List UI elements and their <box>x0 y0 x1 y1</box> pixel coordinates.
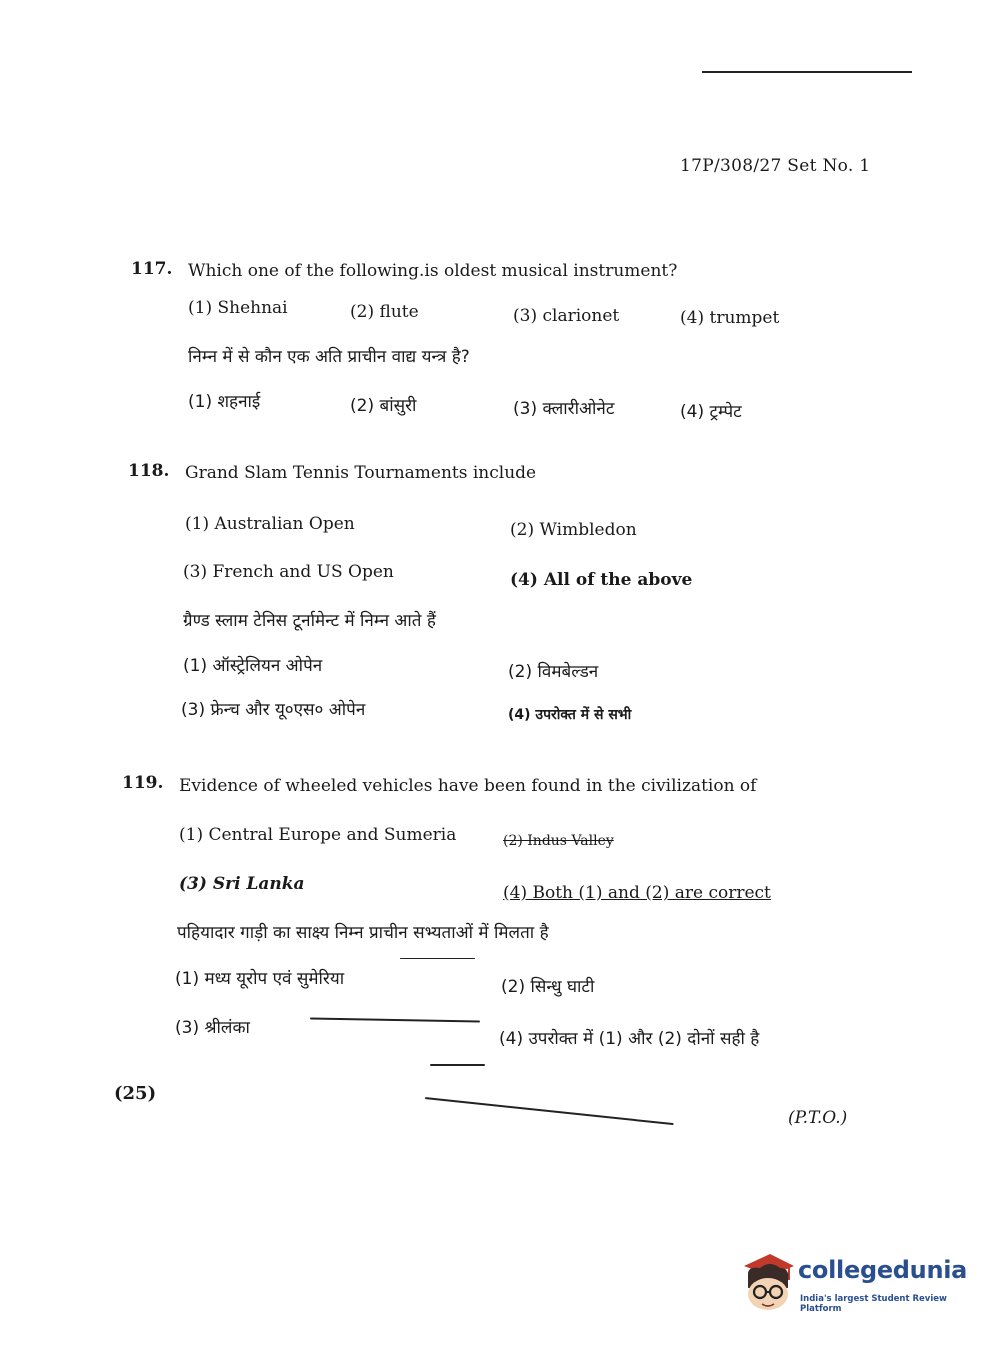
pen-stroke <box>310 1018 480 1023</box>
option-en-2: (2) flute <box>350 302 419 322</box>
option-hi-3: (3) क्लारीओनेट <box>513 399 615 419</box>
option-en-3: (3) French and US Open <box>183 562 394 582</box>
option-en-2: (2) Indus Valley <box>503 833 614 849</box>
question-text-hindi: ग्रैण्ड स्लाम टेनिस टूर्नामेन्ट में निम्न आते हैं <box>183 611 436 631</box>
question-text-hindi: पहियादार गाड़ी का साक्ष्य निम्न प्राचीन सभ्यताओं में मिलता है <box>177 923 549 943</box>
question-number: 118. <box>128 461 170 481</box>
question-text: Which one of the following.is oldest musical instrument? <box>188 261 678 281</box>
option-en-4: (4) All of the above <box>510 570 693 590</box>
option-hi-3: (3) श्रीलंका <box>175 1018 250 1038</box>
option-hi-4: (4) उपरोक्त में से सभी <box>508 707 632 723</box>
question-number: 119. <box>122 773 164 793</box>
please-turn-over: (P.T.O.) <box>788 1108 848 1128</box>
option-en-4: (4) Both (1) and (2) are correct <box>503 883 771 903</box>
option-hi-3: (3) फ्रेन्च और यू०एस० ओपेन <box>181 700 366 720</box>
paper-code: 17P/308/27 Set No. 1 <box>680 156 871 176</box>
option-en-1: (1) Shehnai <box>188 298 288 318</box>
option-hi-1: (1) शहनाई <box>188 392 261 412</box>
pen-stroke <box>400 958 475 959</box>
option-en-3: (3) clarionet <box>513 306 620 326</box>
option-en-4: (4) trumpet <box>680 308 780 328</box>
option-hi-2: (2) विमबेल्डन <box>508 662 599 682</box>
top-rule <box>702 71 912 73</box>
option-hi-4: (4) उपरोक्त में (1) और (2) दोनों सही है <box>499 1029 760 1049</box>
collegedunia-logo <box>740 1248 970 1318</box>
brand-name: collegedunia <box>798 1256 968 1284</box>
option-hi-1: (1) मध्य यूरोप एवं सुमेरिया <box>175 969 345 989</box>
option-en-2: (2) Wimbledon <box>510 520 637 540</box>
question-number: 117. <box>131 259 173 279</box>
question-text: Grand Slam Tennis Tournaments include <box>185 463 537 483</box>
option-hi-2: (2) सिन्धु घाटी <box>501 977 595 997</box>
option-hi-1: (1) ऑस्ट्रेलियन ओपेन <box>183 656 323 676</box>
pen-stroke <box>425 1097 674 1125</box>
option-hi-4: (4) ट्रम्पेट <box>680 402 742 422</box>
option-hi-2: (2) बांसुरी <box>350 396 417 416</box>
question-text-hindi: निम्न में से कौन एक अति प्राचीन वाद्य यन्त्र है? <box>188 347 470 367</box>
brand-tagline: India's largest Student Review Platform <box>800 1294 947 1314</box>
option-en-1: (1) Central Europe and Sumeria <box>179 825 457 845</box>
question-text: Evidence of wheeled vehicles have been found in the civilization of <box>179 776 757 796</box>
option-en-1: (1) Australian Open <box>185 514 355 534</box>
mascot-icon <box>740 1248 796 1314</box>
page-number: (25) <box>114 1083 157 1104</box>
option-en-3: (3) Sri Lanka <box>179 874 305 894</box>
pen-stroke <box>430 1064 485 1066</box>
